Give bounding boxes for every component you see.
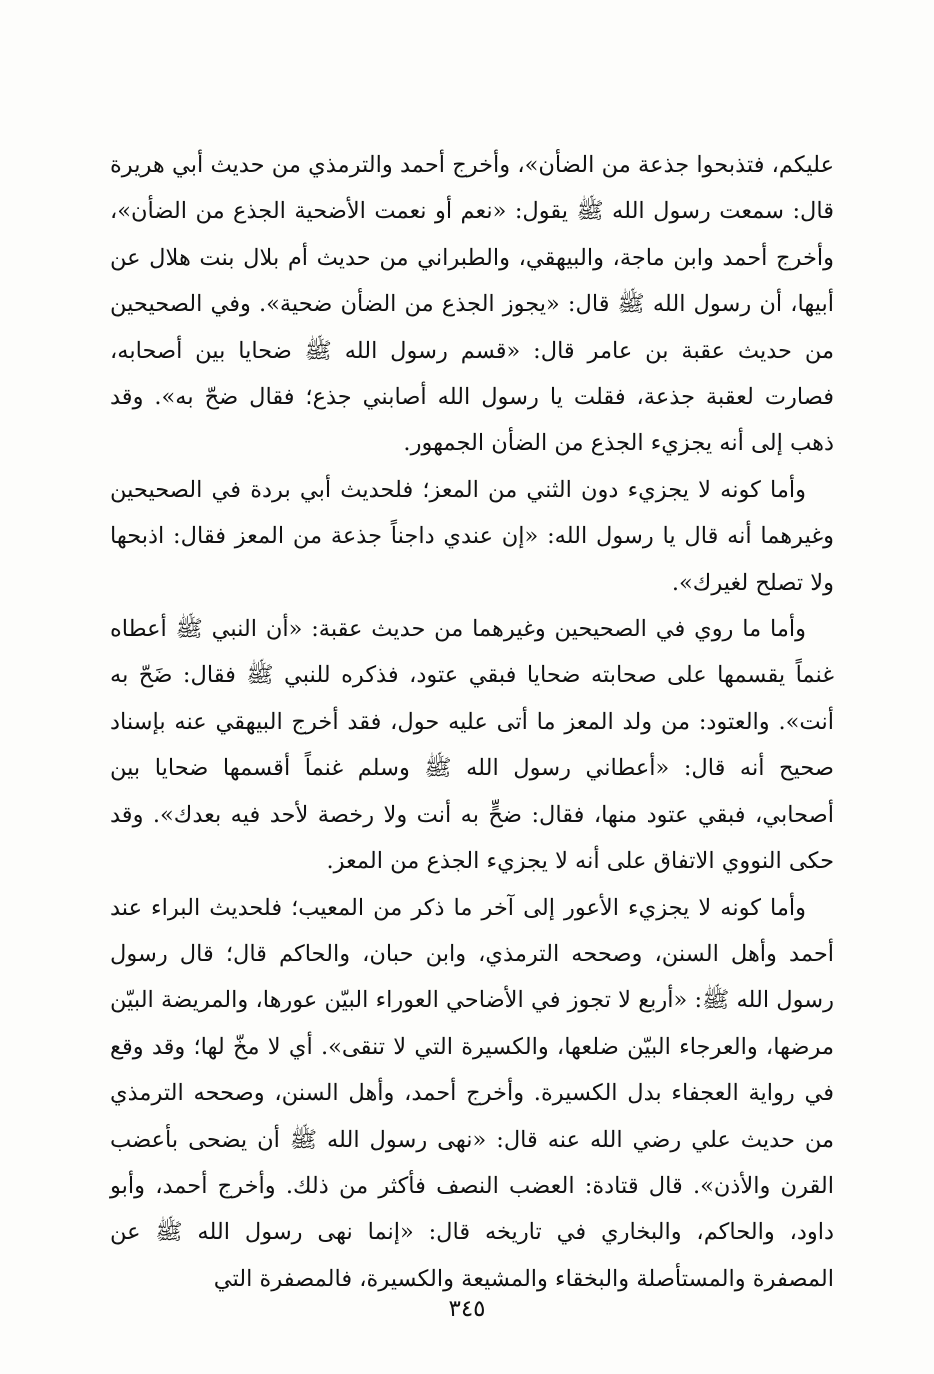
page-number: ٣٤٥ — [448, 1296, 486, 1322]
paragraph: عليكم، فتذبحوا جذعة من الضأن»، وأخرج أحمد والترمذي من حديث أبي هريرة قال: سمعت رسول الله ﷺ يقول: «نعم أو نعمت الأضحية الجذع من الضأن»، وأخرج أحمد وابن ماجة، والبيهقي، والطبراني من حديث أم بلال بنت هلال عن أبيها، أن رسول الله ﷺ قال: «يجوز الجذع من الضأن ضحية». وفي الصحيحين من حديث عقبة بن عامر قال: «قسم رسول الله ﷺ ضحايا بين أصحابه، فصارت لعقبة جذعة، فقلت يا رسول الله أصابني جذع؛ فقال ضحّ به». وقد ذهب إلى أنه يجزيء الجذع من الضأن الجمهور. — [110, 152, 834, 457]
paragraph: وأما كونه لا يجزيء دون الثني من المعز؛ فلحديث أبي بردة في الصحيحين وغيرهما أنه قال يا رسول الله: «إن عندي داجناً جذعة من المعز فقال: اذبحها ولا تصلح لغيرك». — [110, 476, 834, 596]
paragraph: وأما ما روي في الصحيحين وغيرهما من حديث عقبة: «أن النبي ﷺ أعطاه غنماً يقسمها على صحابته ضحايا فبقي عتود، فذكره للنبي ﷺ فقال: ضَحّ به أنت». والعتود: من ولد المعز ما أتى عليه حول، فقد أخرج البيهقي عنه بإسناد صحيح أنه قال: «أعطاني رسول الله ﷺ وسلم غنماً أقسمها ضحايا بين أصحابي، فبقي عتود منها، فقال: ضحٍّ به أنت ولا رخصة لأحد فيه بعدك». وقد حكى النووي الاتفاق على أنه لا يجزيء الجذع من المعز. — [110, 616, 834, 875]
paragraph: وأما كونه لا يجزيء الأعور إلى آخر ما ذكر من المعيب؛ فلحديث البراء عند أحمد وأهل السنن، وصححه الترمذي، وابن حبان، والحاكم قال؛ قال رسول رسول الله ﷺ: «أربع لا تجوز في الأضاحي العوراء البيّن عورها، والمريضة البيّن مرضها، والعرجاء البيّن ضلعها، والكسيرة التي لا تنقى». أي لا مخّ لها؛ وقد وقع في رواية العجفاء بدل الكسيرة. وأخرج أحمد، وأهل السنن، وصححه الترمذي من حديث علي رضي الله عنه قال: «نهى رسول الله ﷺ أن يضحى بأعضب القرن والأذن». قال قتادة: العضب النصف فأكثر من ذلك. وأخرج أحمد، وأبو داود، والحاكم، والبخاري في تاريخه قال: «إنما نهى رسول الله ﷺ عن المصفرة والمستأصلة والبخقاء والمشيعة والكسيرة، فالمصفرة التي — [110, 894, 834, 1292]
main-text — [110, 142, 834, 1302]
